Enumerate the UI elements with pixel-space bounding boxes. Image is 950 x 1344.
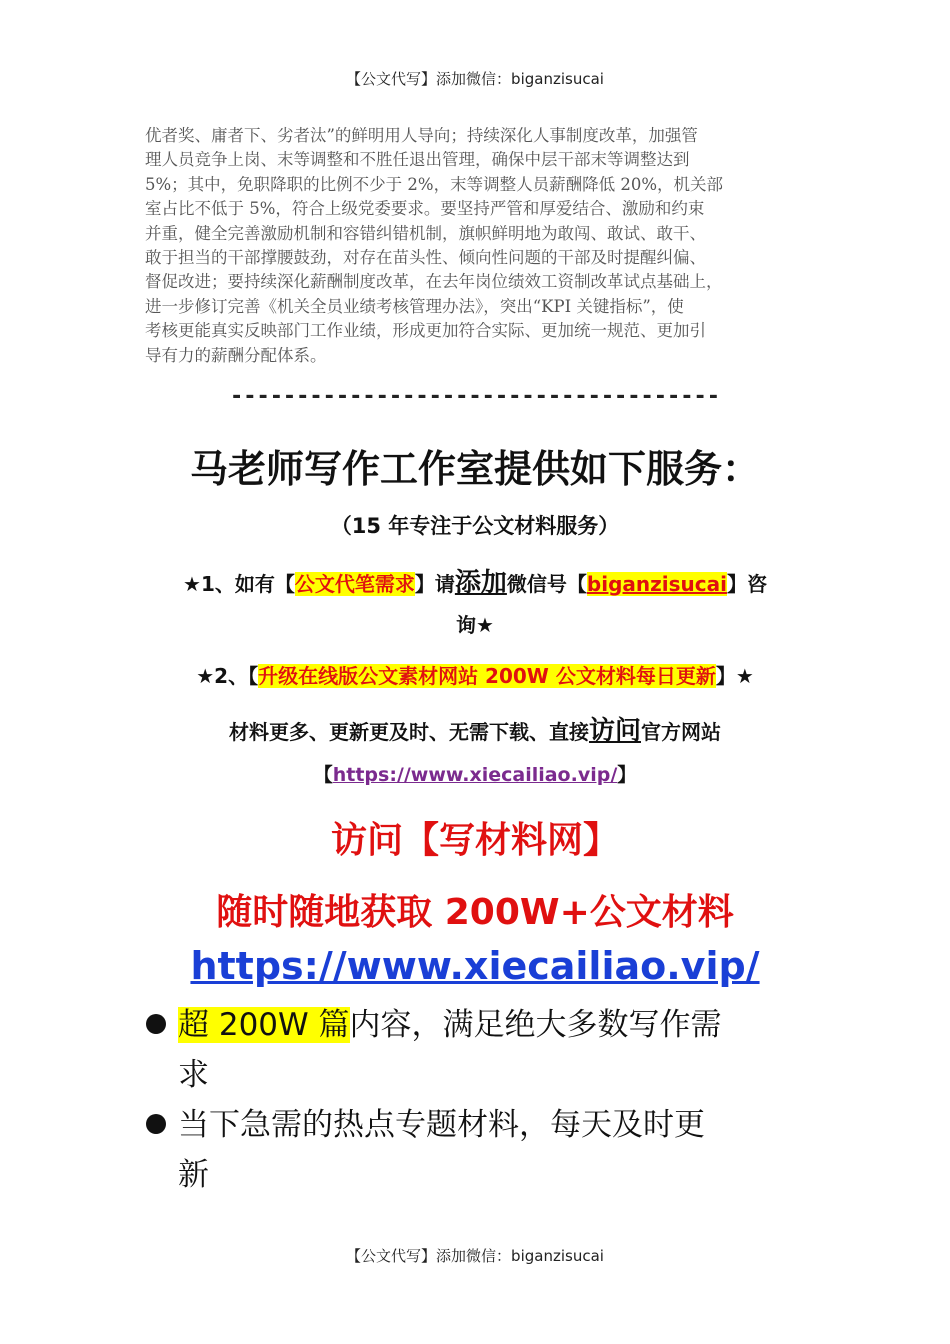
dashed-divider: ------------------------------------- <box>229 384 721 409</box>
bullet-highlight: 超 200W 篇 <box>178 1007 350 1043</box>
service-item-4: 【https://www.xiecailiao.vip/】 <box>313 764 637 786</box>
website-link-small[interactable]: https://www.xiecailiao.vip/ <box>332 764 618 786</box>
body-paragraph <box>145 124 810 368</box>
body-line: 室占比不低于 5%，符合上级党委要求。要坚持严管和厚爱结合、激励和约束 <box>145 199 705 219</box>
bullet-list <box>140 1000 820 1200</box>
page-footer: 【公文代写】添加微信：biganzisucai <box>346 1247 604 1265</box>
service-item-2: ★2、【升级在线版公文素材网站 200W 公文材料每日更新】★ <box>196 664 754 688</box>
wechat-id[interactable]: biganzisucai <box>586 572 727 596</box>
body-line: 考核更能真实反映部门工作业绩，形成更加符合实际、更加统一规范、更加引 <box>145 321 706 341</box>
visit-emphasis: 访问 <box>588 716 641 746</box>
bullet-dot-icon <box>146 1114 166 1134</box>
body-line: 优者奖、庸者下、劣者汰”的鲜明用人导向；持续深化人事制度改革，加强管 <box>145 126 698 145</box>
bullet-item: 当下急需的热点专题材料，每天及时更 新 <box>140 1100 820 1200</box>
bullet-dot-icon <box>146 1014 166 1034</box>
body-line: 并重，健全完善激励机制和容错纠错机制，旗帜鲜明地为敢闯、敢试、敢干、 <box>145 223 706 243</box>
body-line: 导有力的薪酬分配体系。 <box>145 345 327 365</box>
bullet-item: 超 200W 篇内容，满足绝大多数写作需 求 <box>140 1000 820 1100</box>
body-line: 5%；其中，免职降职的比例不少于 2%，末等调整人员薪酬降低 20%，机关部 <box>145 174 724 194</box>
body-line: 敢于担当的干部撑腰鼓劲，对存在苗头性、倾向性问题的干部及时提醒纠偏、 <box>145 248 706 268</box>
get-materials-heading: 随时随地获取 200W+公文材料 <box>216 892 734 933</box>
service-item-1-wrap: 询★ <box>456 613 494 637</box>
body-line: 进一步修订完善《机关全员业绩考核管理办法》，突出“KPI 关键指标”，使 <box>145 296 684 316</box>
highlight-website: 升级在线版公文素材网站 200W 公文材料每日更新 <box>258 664 716 688</box>
promo-title: 马老师写作工作室提供如下服务： <box>189 447 760 491</box>
add-emphasis: 添加 <box>454 568 507 598</box>
service-item-1: ★1、如有【公文代笔需求】请添加微信号【biganzisucai】咨 <box>183 568 767 598</box>
page-header: 【公文代写】添加微信：biganzisucai <box>346 70 604 88</box>
highlight-need: 公文代笔需求 <box>294 572 415 596</box>
website-link-large[interactable]: https://www.xiecailiao.vip/ <box>190 944 760 988</box>
body-line: 督促改进；要持续深化薪酬制度改革，在去年岗位绩效工资制改革试点基础上， <box>145 272 723 292</box>
body-line: 理人员竞争上岗、末等调整和不胜任退出管理，确保中层干部末等调整达到 <box>145 150 690 170</box>
visit-heading: 访问【写材料网】 <box>330 820 619 861</box>
promo-subtitle: （15 年专注于公文材料服务） <box>330 514 620 538</box>
service-item-3: 材料更多、更新更及时、无需下载、直接访问官方网站 <box>228 716 721 746</box>
